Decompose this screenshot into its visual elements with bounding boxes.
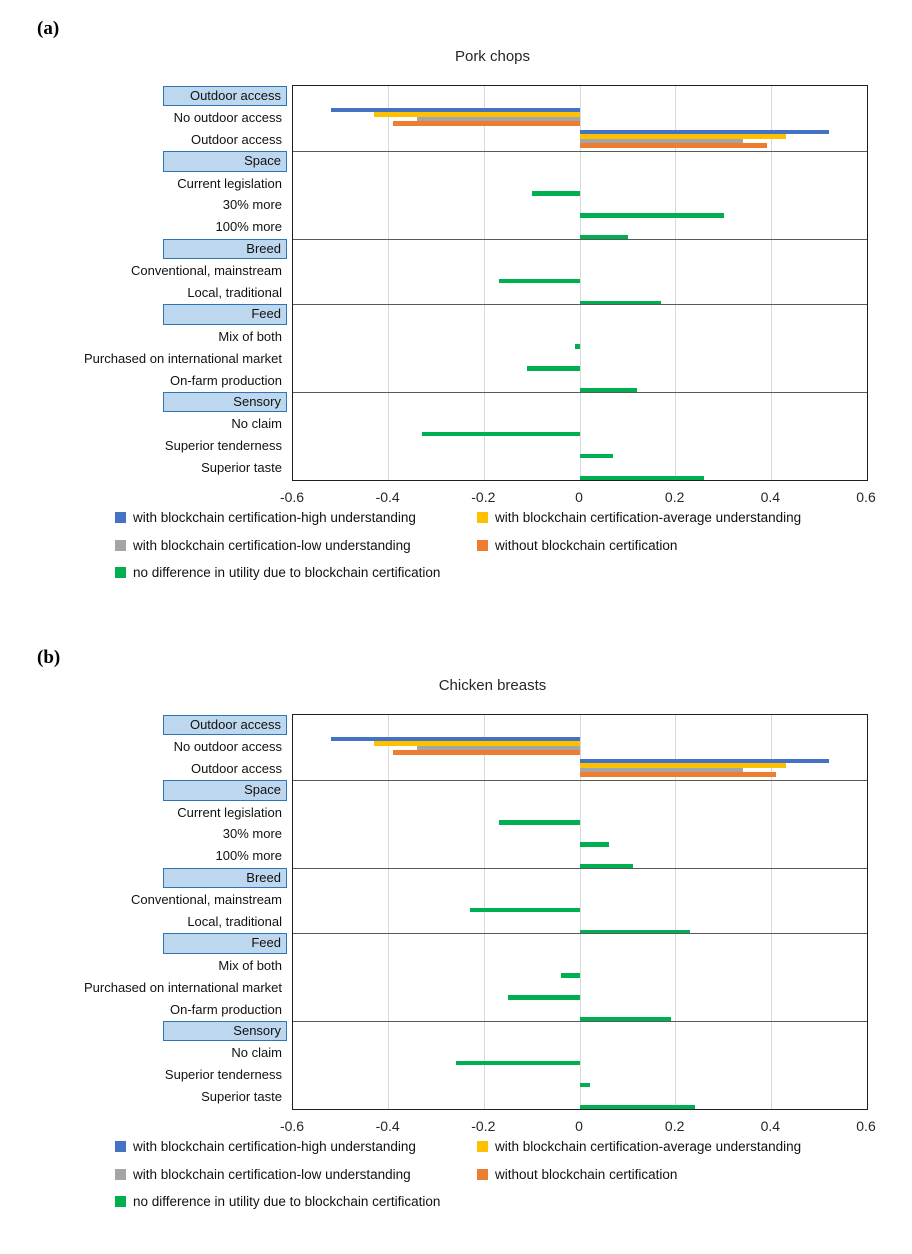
panel-label: (a) bbox=[37, 18, 60, 39]
group-separator-line bbox=[293, 304, 867, 305]
legend-label: with blockchain certification-average understanding bbox=[495, 510, 802, 525]
panel-b bbox=[0, 629, 912, 1254]
vertical-gridline bbox=[771, 86, 772, 480]
legend-swatch bbox=[115, 567, 126, 578]
category-label: Conventional, mainstream bbox=[130, 892, 282, 908]
x-axis-tick-label: -0.6 bbox=[279, 489, 305, 505]
category-label: Mix of both bbox=[218, 957, 282, 973]
category-label: No outdoor access bbox=[173, 109, 282, 125]
x-axis-tick-label: -0.4 bbox=[375, 489, 400, 505]
group-separator-line bbox=[293, 1021, 867, 1022]
legend-swatch bbox=[477, 1169, 488, 1180]
bar-negative bbox=[575, 344, 580, 349]
legend-item bbox=[115, 1139, 416, 1154]
legend-item bbox=[115, 1194, 440, 1209]
category-label: No claim bbox=[231, 416, 282, 432]
x-axis-tick-label: 0.6 bbox=[856, 1118, 876, 1134]
legend-item bbox=[477, 510, 801, 525]
bar-positive bbox=[580, 213, 724, 218]
category-label: Mix of both bbox=[218, 328, 282, 344]
category-label: 100% more bbox=[215, 848, 282, 864]
category-label: Current legislation bbox=[177, 804, 282, 820]
legend-swatch bbox=[477, 512, 488, 523]
legend-swatch bbox=[115, 1169, 126, 1180]
category-label: On-farm production bbox=[170, 372, 282, 388]
bar-negative bbox=[527, 366, 580, 371]
bar-positive bbox=[580, 772, 776, 777]
category-label: Superior taste bbox=[201, 1089, 282, 1105]
bar-positive bbox=[580, 842, 609, 847]
vertical-gridline bbox=[484, 86, 485, 480]
category-header-box: Feed bbox=[163, 933, 287, 953]
category-label: 30% more bbox=[222, 826, 282, 842]
bar-negative bbox=[499, 279, 580, 284]
panel-a bbox=[0, 0, 912, 625]
category-label: Purchased on international market bbox=[83, 979, 282, 995]
legend-item bbox=[115, 538, 411, 553]
legend-label: without blockchain certification bbox=[495, 1166, 678, 1182]
legend-swatch bbox=[477, 1141, 488, 1152]
bar-negative bbox=[456, 1061, 580, 1066]
x-axis-tick-label: 0 bbox=[575, 489, 583, 505]
category-header-box: Feed bbox=[163, 304, 287, 324]
category-header-box: Outdoor access bbox=[163, 715, 287, 735]
legend-label: no difference in utility due to blockchain certification bbox=[133, 565, 441, 580]
category-header-box: Sensory bbox=[163, 1021, 287, 1041]
x-axis-tick-label: 0.6 bbox=[856, 489, 876, 505]
bar-negative bbox=[393, 121, 580, 126]
category-label: Superior tenderness bbox=[164, 1067, 282, 1083]
x-axis-tick-label: -0.4 bbox=[375, 1118, 400, 1134]
bar-positive bbox=[580, 1083, 590, 1088]
legend-label: with blockchain certification-low understanding bbox=[133, 1166, 411, 1182]
chart-title: Chicken breasts bbox=[438, 677, 547, 694]
legend-item bbox=[115, 565, 440, 580]
category-label: No claim bbox=[231, 1045, 282, 1061]
legend-item bbox=[115, 510, 416, 525]
group-separator-line bbox=[293, 868, 867, 869]
x-axis-tick-label: 0.2 bbox=[664, 1118, 685, 1134]
legend-item bbox=[477, 1167, 677, 1182]
bar-negative bbox=[470, 908, 580, 913]
x-axis-tick-label: 0.4 bbox=[760, 1118, 781, 1134]
x-axis-tick-label: -0.2 bbox=[471, 489, 496, 505]
group-separator-line bbox=[293, 933, 867, 934]
legend-label: with blockchain certification-high understanding bbox=[133, 1139, 416, 1154]
group-separator-line bbox=[293, 780, 867, 781]
category-header-box: Breed bbox=[163, 239, 287, 259]
legend-label: no difference in utility due to blockchain certification bbox=[133, 1194, 441, 1209]
legend-item bbox=[477, 538, 677, 553]
category-label: Outdoor access bbox=[190, 131, 282, 147]
category-header-box: Sensory bbox=[163, 392, 287, 412]
x-axis-tick-label: 0 bbox=[575, 1118, 583, 1134]
chart-title: Pork chops bbox=[454, 48, 531, 65]
legend-item bbox=[115, 1167, 411, 1182]
category-label: 30% more bbox=[222, 197, 282, 213]
bar-positive bbox=[580, 143, 767, 148]
plot-area bbox=[292, 714, 868, 1110]
bar-negative bbox=[499, 820, 580, 825]
category-label: Outdoor access bbox=[190, 760, 282, 776]
category-header-box: Outdoor access bbox=[163, 86, 287, 106]
category-header-box: Space bbox=[163, 151, 287, 171]
bar-negative bbox=[393, 750, 580, 755]
panel-label: (b) bbox=[37, 647, 61, 668]
legend-label: with blockchain certification-high understanding bbox=[133, 510, 416, 525]
group-separator-line bbox=[293, 392, 867, 393]
bar-negative bbox=[422, 432, 580, 437]
legend-swatch bbox=[115, 1141, 126, 1152]
category-label: Local, traditional bbox=[187, 914, 282, 929]
bar-positive bbox=[580, 476, 704, 481]
category-label: Conventional, mainstream bbox=[130, 263, 282, 279]
legend-swatch bbox=[477, 540, 488, 551]
bar-positive bbox=[580, 1105, 695, 1110]
legend-label: with blockchain certification-average understanding bbox=[495, 1139, 802, 1154]
legend-label: with blockchain certification-low understanding bbox=[133, 537, 411, 553]
group-separator-line bbox=[293, 151, 867, 152]
category-label: Current legislation bbox=[177, 175, 282, 191]
x-axis-tick-label: 0.2 bbox=[664, 489, 685, 505]
category-header-box: Breed bbox=[163, 868, 287, 888]
vertical-gridline bbox=[388, 715, 389, 1109]
category-label: 100% more bbox=[215, 219, 282, 235]
category-label: Purchased on international market bbox=[83, 350, 282, 366]
legend-item bbox=[477, 1139, 801, 1154]
legend-label: without blockchain certification bbox=[495, 537, 678, 553]
plot-area bbox=[292, 85, 868, 481]
category-label: No outdoor access bbox=[173, 738, 282, 754]
x-axis-tick-label: 0.4 bbox=[760, 489, 781, 505]
category-label: Superior tenderness bbox=[164, 438, 282, 454]
legend-swatch bbox=[115, 540, 126, 551]
legend-swatch bbox=[115, 1196, 126, 1207]
bar-negative bbox=[532, 191, 580, 196]
bar-positive bbox=[580, 454, 613, 459]
category-label: Local, traditional bbox=[187, 285, 282, 300]
category-label: On-farm production bbox=[170, 1001, 282, 1017]
category-header-box: Space bbox=[163, 780, 287, 800]
vertical-gridline bbox=[388, 86, 389, 480]
x-axis-tick-label: -0.2 bbox=[471, 1118, 496, 1134]
group-separator-line bbox=[293, 239, 867, 240]
x-axis-tick-label: -0.6 bbox=[279, 1118, 305, 1134]
bar-negative bbox=[508, 995, 580, 1000]
category-label: Superior taste bbox=[201, 460, 282, 476]
bar-negative bbox=[561, 973, 580, 978]
legend-swatch bbox=[115, 512, 126, 523]
